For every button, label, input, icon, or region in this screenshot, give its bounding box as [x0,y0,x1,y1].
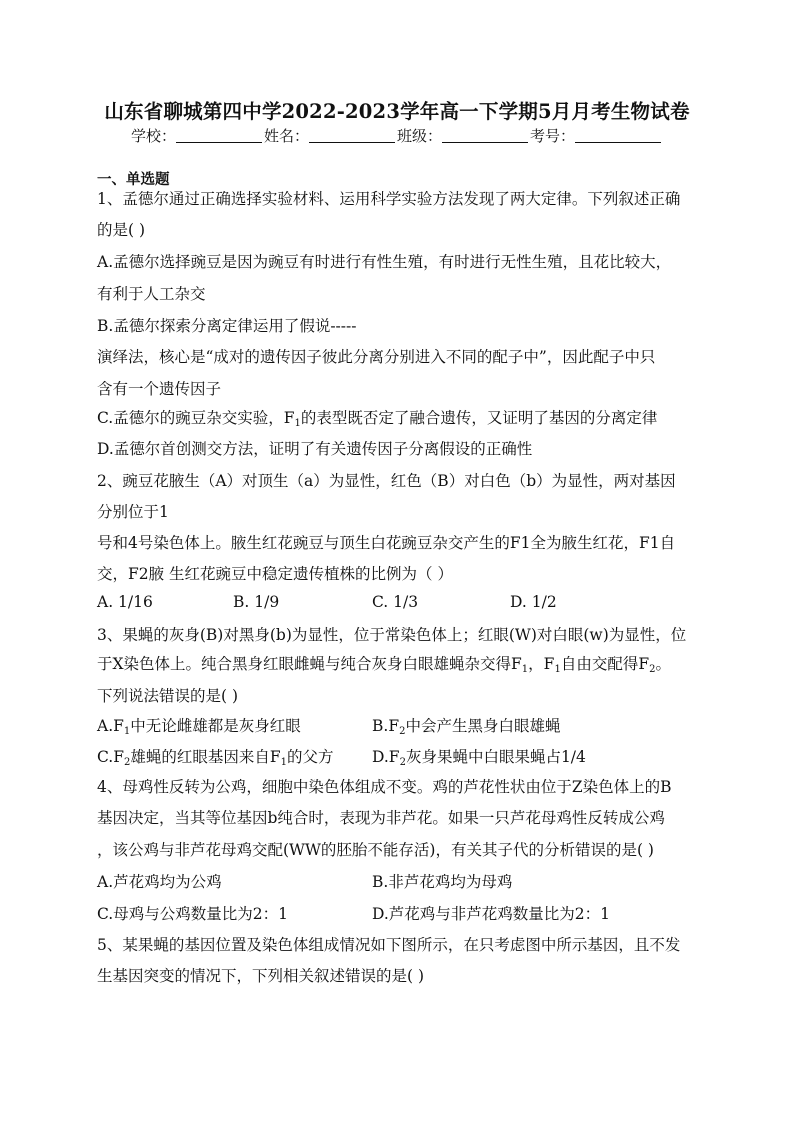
q3a-text: A.F [97,717,124,735]
question-3-option-a [97,714,301,736]
question-2-option-c: C. 1/3 [372,593,419,611]
section-heading: 一、单选题 [97,171,170,188]
question-5-stem-cont: 生基因突变的情况下，下列相关叙述错误的是( ) [97,967,425,985]
q3c-sub: 2 [124,757,131,768]
exam-number-blank [575,128,661,143]
question-4-option-b: B.非芦花鸡均为母鸡 [372,873,513,891]
class-label: 班级： [397,127,443,145]
question-4-stem-cont: 基因决定，当其等位基因b纯合时，表现为非芦花。如果一只芦花母鸡性反转成公鸡 [97,809,665,827]
question-4-option-c: C.母鸡与公鸡数量比为2：1 [97,905,288,923]
q1c-text-2: 的表型既否定了融合遗传，又证明了基因的分离定律 [300,409,658,427]
q3-sub-3: 2 [649,664,656,675]
q3d-text: D.F [372,748,400,766]
q3-sub-2: 1 [554,664,561,675]
q3b-text: B.F [372,717,400,735]
question-2-stem-cont2: 号和4号染色体上。腋生红花豌豆与顶生白花豌豆杂交产生的F1全为腋生红花，F1自 [97,534,676,552]
question-1-option-b-cont2: 含有一个遗传因子 [97,380,222,398]
q3-text-b: ，F [528,655,555,673]
question-4-option-a: A.芦花鸡均为公鸡 [97,873,222,891]
question-2-stem-cont: 分别位于1 [97,503,169,521]
q1c-text: C.孟德尔的豌豆杂交实验，F [97,409,295,427]
question-1-option-b-cont: 演绎法，核心是“成对的遗传因子彼此分离分别进入不同的配子中”，因此配子中只 [97,348,656,366]
q3-sub-1: 1 [521,664,529,675]
q3-text-c: 自由交配得F [560,655,650,673]
question-3-stem: 3、果蝇的灰身(B)对黑身(b)为显性，位于常染色体上；红眼(W)对白眼(w)为显性，位 [97,626,687,644]
question-1-option-d: D.孟德尔首创测交方法，证明了有关遗传因子分离假设的正确性 [97,440,533,458]
q3c-sub-2: 1 [280,757,288,768]
name-blank [309,128,395,143]
q1c-subscript: 1 [294,418,301,429]
question-1-option-b: B.孟德尔探索分离定律运用了假说----- [97,317,357,335]
q3-text-a: 于X染色体上。纯合黑身红眼雌蝇与纯合灰身白眼雄蝇杂交得F [97,655,522,673]
q3d-sub: 2 [399,757,406,768]
exam-number-label: 考号： [530,127,576,145]
question-4-stem-cont2: ，该公鸡与非芦花母鸡交配(WW的胚胎不能存活)，有关其子代的分析错误的是( ) [97,841,654,859]
student-info-line [0,125,794,146]
q3c-text-3: 的父方 [287,748,334,766]
q3c-text: C.F [97,748,124,766]
question-4-stem: 4、母鸡性反转为公鸡，细胞中染色体组成不变。鸡的芦花性状由位于Z染色体上的B [97,778,672,796]
question-4-option-d: D.芦花鸡与非芦花鸡数量比为2：1 [372,905,611,923]
q3b-text-2: 中会产生黑身白眼雄蝇 [405,717,561,735]
question-1-option-c [97,406,657,428]
question-2-stem-cont3: 交，F2腋 生红花豌豆中稳定遗传植株的比例为（ ） [97,565,453,583]
question-3-option-b [372,714,560,736]
question-3-stem-cont [97,652,671,674]
question-2-option-d: D. 1/2 [510,593,557,611]
question-2-stem: 2、豌豆花腋生（A）对顶生（a）为显性，红色（B）对白色（b）为显性，两对基因 [97,472,676,490]
question-3-option-d [372,745,586,767]
question-2-option-a: A. 1/16 [97,593,153,611]
question-1-stem-cont: 的是( ) [97,221,146,239]
school-label: 学校： [130,127,176,145]
question-3-option-c [97,745,334,767]
school-blank [176,128,262,143]
q3a-sub: 1 [123,726,131,737]
question-3-stem-cont2: 下列说法错误的是( ) [97,687,239,705]
question-1-option-a-cont: 有利于人工杂交 [97,285,206,303]
question-5-stem: 5、某果蝇的基因位置及染色体组成情况如下图所示，在只考虑图中所示基因，且不发 [97,936,681,954]
page-title: 山东省聊城第四中学2022-2023学年高一下学期5月月考生物试卷 [104,100,690,123]
q3b-sub: 2 [399,726,406,737]
name-label: 姓名： [263,127,309,145]
q3c-text-2: 雄蝇的红眼基因来自F [130,748,281,766]
class-blank [442,128,528,143]
q3-text-d: 。 [655,655,671,673]
question-1-option-a: A.孟德尔选择豌豆是因为豌豆有时进行有性生殖，有时进行无性生殖，且花比较大， [97,253,672,271]
question-2-option-b: B. 1/9 [233,593,280,611]
q3a-text-2: 中无论雌雄都是灰身红眼 [130,717,301,735]
q3d-text-2: 灰身果蝇中白眼果蝇占1/4 [405,748,586,766]
question-1-stem: 1、孟德尔通过正确选择实验材料、运用科学实验方法发现了两大定律。下列叙述正确 [97,190,681,208]
